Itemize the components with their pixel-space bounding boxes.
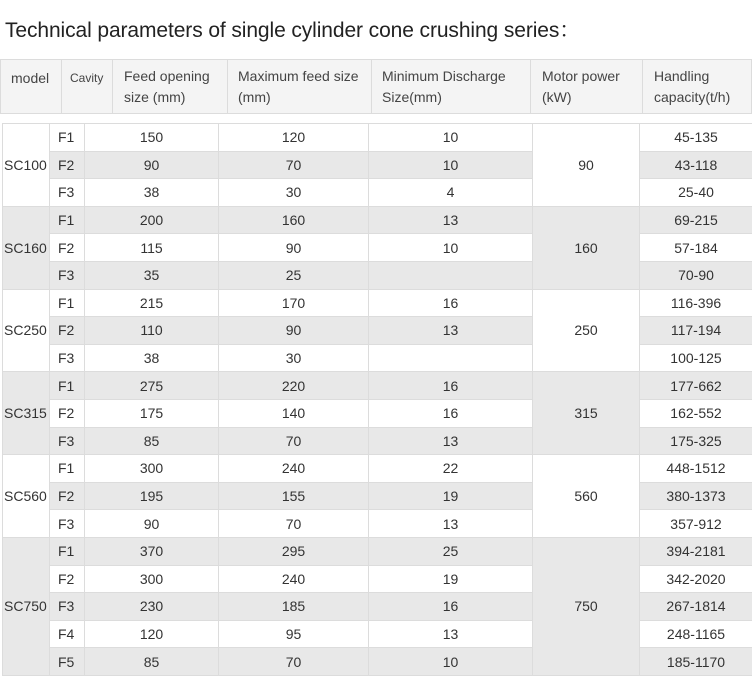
min-discharge-cell: 16	[369, 289, 533, 317]
header-max-feed-line2: (mm)	[238, 89, 271, 105]
capacity-cell: 394-2181	[640, 537, 752, 565]
capacity-cell: 248-1165	[640, 620, 752, 648]
max-feed-cell: 160	[219, 206, 369, 234]
model-cell: SC750	[3, 537, 50, 675]
table-row	[3, 427, 752, 455]
header-max-feed-line1: Maximum feed size	[238, 68, 359, 84]
max-feed-cell: 70	[219, 427, 369, 455]
motor-power-cell: 90	[533, 124, 640, 207]
cavity-cell: F1	[50, 206, 85, 234]
page-title: Technical parameters of single cylinder cone crushing series：	[5, 19, 581, 42]
table-row	[3, 234, 752, 262]
feed-opening-cell: 120	[85, 620, 219, 648]
feed-opening-cell: 85	[85, 648, 219, 676]
cavity-cell: F3	[50, 427, 85, 455]
capacity-cell: 448-1512	[640, 455, 752, 483]
cavity-cell: F1	[50, 372, 85, 400]
max-feed-cell: 30	[219, 344, 369, 372]
feed-opening-cell: 150	[85, 124, 219, 152]
capacity-cell: 175-325	[640, 427, 752, 455]
max-feed-cell: 220	[219, 372, 369, 400]
max-feed-cell: 240	[219, 565, 369, 593]
feed-opening-cell: 110	[85, 317, 219, 345]
max-feed-cell: 70	[219, 151, 369, 179]
feed-opening-cell: 35	[85, 261, 219, 289]
capacity-cell: 267-1814	[640, 593, 752, 621]
header-cavity: Cavity	[62, 60, 113, 113]
feed-opening-cell: 38	[85, 344, 219, 372]
feed-opening-cell: 115	[85, 234, 219, 262]
table-row	[3, 344, 752, 372]
cavity-cell: F3	[50, 179, 85, 207]
capacity-cell: 25-40	[640, 179, 752, 207]
table-row	[3, 124, 752, 152]
motor-power-cell: 315	[533, 372, 640, 455]
table-row	[3, 206, 752, 234]
table-row	[3, 648, 752, 676]
header-min-discharge-line2: Size(mm)	[382, 89, 442, 105]
capacity-cell: 100-125	[640, 344, 752, 372]
cavity-cell: F5	[50, 648, 85, 676]
feed-opening-cell: 195	[85, 482, 219, 510]
table-row	[3, 537, 752, 565]
header-max-feed	[228, 60, 372, 113]
min-discharge-cell: 19	[369, 565, 533, 593]
max-feed-cell: 155	[219, 482, 369, 510]
header-motor-power	[531, 60, 643, 113]
feed-opening-cell: 300	[85, 565, 219, 593]
capacity-cell: 380-1373	[640, 482, 752, 510]
capacity-cell: 70-90	[640, 261, 752, 289]
feed-opening-cell: 370	[85, 537, 219, 565]
table-row	[3, 565, 752, 593]
max-feed-cell: 25	[219, 261, 369, 289]
table-row	[3, 179, 752, 207]
cavity-cell: F4	[50, 620, 85, 648]
header-capacity-line2: capacity(t/h)	[654, 89, 731, 105]
cavity-cell: F1	[50, 537, 85, 565]
min-discharge-cell: 13	[369, 427, 533, 455]
model-cell: SC250	[3, 289, 50, 372]
header-feed-opening-line2: size (mm)	[124, 89, 186, 105]
max-feed-cell: 70	[219, 510, 369, 538]
cavity-cell: F1	[50, 455, 85, 483]
max-feed-cell: 185	[219, 593, 369, 621]
table-row	[3, 151, 752, 179]
cavity-cell: F2	[50, 482, 85, 510]
cavity-cell: F3	[50, 593, 85, 621]
table-row	[3, 620, 752, 648]
max-feed-cell: 30	[219, 179, 369, 207]
cavity-cell: F1	[50, 124, 85, 152]
min-discharge-cell: 10	[369, 648, 533, 676]
motor-power-cell: 750	[533, 537, 640, 675]
max-feed-cell: 295	[219, 537, 369, 565]
header-motor-power-line1: Motor power	[542, 68, 620, 84]
header-feed-opening	[113, 60, 228, 113]
capacity-cell: 342-2020	[640, 565, 752, 593]
header-min-discharge-line1: Minimum Discharge	[382, 68, 506, 84]
max-feed-cell: 170	[219, 289, 369, 317]
cavity-cell: F2	[50, 151, 85, 179]
feed-opening-cell: 90	[85, 510, 219, 538]
min-discharge-cell	[369, 261, 533, 289]
cavity-cell: F3	[50, 261, 85, 289]
specs-table	[2, 123, 752, 676]
table-row	[3, 482, 752, 510]
table-row	[3, 510, 752, 538]
min-discharge-cell: 19	[369, 482, 533, 510]
model-cell: SC160	[3, 206, 50, 289]
cavity-cell: F2	[50, 565, 85, 593]
min-discharge-cell: 10	[369, 234, 533, 262]
max-feed-cell: 95	[219, 620, 369, 648]
feed-opening-cell: 85	[85, 427, 219, 455]
table-row	[3, 399, 752, 427]
min-discharge-cell: 25	[369, 537, 533, 565]
feed-opening-cell: 90	[85, 151, 219, 179]
min-discharge-cell: 10	[369, 124, 533, 152]
min-discharge-cell	[369, 344, 533, 372]
table-row	[3, 289, 752, 317]
max-feed-cell: 90	[219, 234, 369, 262]
min-discharge-cell: 10	[369, 151, 533, 179]
capacity-cell: 185-1170	[640, 648, 752, 676]
motor-power-cell: 160	[533, 206, 640, 289]
max-feed-cell: 140	[219, 399, 369, 427]
capacity-cell: 43-118	[640, 151, 752, 179]
min-discharge-cell: 4	[369, 179, 533, 207]
cavity-cell: F2	[50, 317, 85, 345]
capacity-cell: 69-215	[640, 206, 752, 234]
min-discharge-cell: 22	[369, 455, 533, 483]
min-discharge-cell: 13	[369, 510, 533, 538]
min-discharge-cell: 16	[369, 372, 533, 400]
feed-opening-cell: 200	[85, 206, 219, 234]
max-feed-cell: 70	[219, 648, 369, 676]
model-cell: SC100	[3, 124, 50, 207]
capacity-cell: 162-552	[640, 399, 752, 427]
table-header	[0, 59, 752, 114]
min-discharge-cell: 13	[369, 317, 533, 345]
feed-opening-cell: 230	[85, 593, 219, 621]
table-row	[3, 372, 752, 400]
feed-opening-cell: 215	[85, 289, 219, 317]
header-feed-opening-line1: Feed opening	[124, 68, 210, 84]
max-feed-cell: 90	[219, 317, 369, 345]
table-row	[3, 593, 752, 621]
cavity-cell: F2	[50, 399, 85, 427]
table-row	[3, 455, 752, 483]
feed-opening-cell: 300	[85, 455, 219, 483]
cavity-cell: F3	[50, 344, 85, 372]
header-min-discharge	[372, 60, 531, 113]
header-capacity-line1: Handling	[654, 68, 710, 84]
min-discharge-cell: 16	[369, 593, 533, 621]
header-motor-power-line2: (kW)	[542, 89, 572, 105]
min-discharge-cell: 16	[369, 399, 533, 427]
header-model: model	[1, 60, 62, 113]
cavity-cell: F2	[50, 234, 85, 262]
cavity-cell: F1	[50, 289, 85, 317]
header-capacity	[643, 60, 751, 113]
feed-opening-cell: 38	[85, 179, 219, 207]
motor-power-cell: 250	[533, 289, 640, 372]
capacity-cell: 116-396	[640, 289, 752, 317]
capacity-cell: 45-135	[640, 124, 752, 152]
model-cell: SC315	[3, 372, 50, 455]
max-feed-cell: 120	[219, 124, 369, 152]
specs-table-body	[3, 124, 752, 676]
feed-opening-cell: 175	[85, 399, 219, 427]
capacity-cell: 117-194	[640, 317, 752, 345]
table-row	[3, 317, 752, 345]
cavity-cell: F3	[50, 510, 85, 538]
capacity-cell: 57-184	[640, 234, 752, 262]
capacity-cell: 177-662	[640, 372, 752, 400]
feed-opening-cell: 275	[85, 372, 219, 400]
table-row	[3, 261, 752, 289]
model-cell: SC560	[3, 455, 50, 538]
max-feed-cell: 240	[219, 455, 369, 483]
min-discharge-cell: 13	[369, 206, 533, 234]
min-discharge-cell: 13	[369, 620, 533, 648]
motor-power-cell: 560	[533, 455, 640, 538]
capacity-cell: 357-912	[640, 510, 752, 538]
